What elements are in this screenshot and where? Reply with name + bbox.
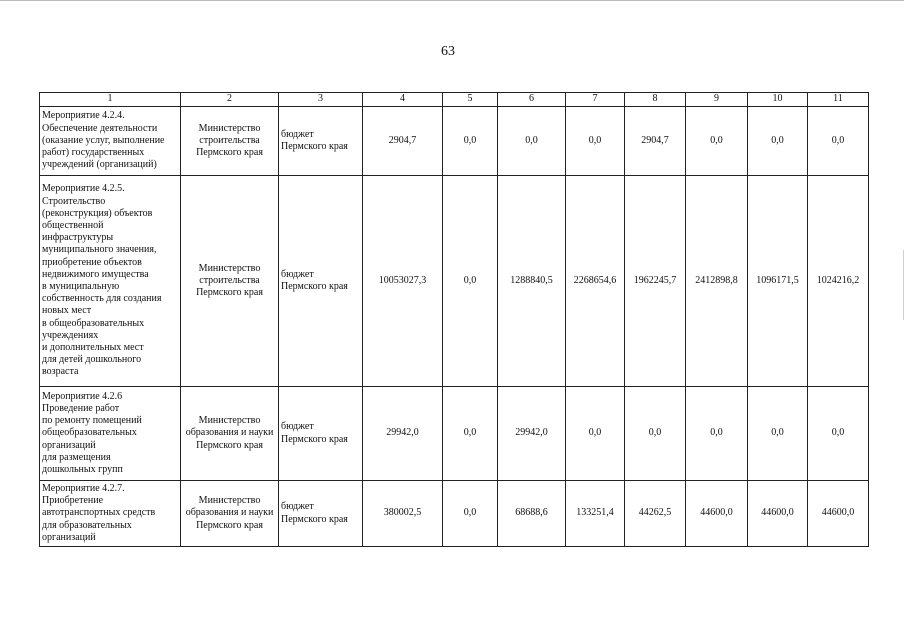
funding-source-cell: бюджет Пермского края	[279, 387, 363, 481]
measure-name-line: организаций	[42, 439, 96, 451]
value-cell: 1096171,5	[748, 176, 808, 387]
value-cell: 0,0	[443, 107, 498, 176]
value-cell: 2268654,6	[566, 176, 625, 387]
measure-name-line: приобретение объектов	[42, 256, 142, 268]
measure-name-line: новых мест	[42, 305, 92, 317]
column-number: 6	[498, 93, 566, 107]
column-number: 8	[625, 93, 686, 107]
value-cell: 0,0	[443, 481, 498, 547]
executor-cell: Министерство строительства Пермского края	[181, 107, 279, 176]
measure-name-line: для детей дошкольного	[42, 354, 142, 366]
column-number: 1	[40, 93, 181, 107]
value-cell: 380002,5	[363, 481, 443, 547]
measure-name-line: возраста	[42, 366, 79, 378]
funding-source-cell: бюджет Пермского края	[279, 107, 363, 176]
value-cell: 133251,4	[566, 481, 625, 547]
measure-name-line: (оказание услуг, выполнение	[42, 134, 165, 146]
measure-name-line: в муниципальную	[42, 281, 120, 292]
column-number: 3	[279, 93, 363, 107]
scan-right-edge-mark	[903, 250, 904, 320]
value-cell: 68688,6	[498, 481, 566, 547]
measure-name-line: автотранспортных средств	[42, 507, 156, 519]
measure-name-line: по ремонту помещений	[42, 415, 142, 427]
value-cell: 44600,0	[748, 481, 808, 547]
table-row	[40, 481, 869, 547]
value-cell: 0,0	[748, 107, 808, 176]
executor-cell: Министерство образования и науки Пермского края	[181, 481, 279, 547]
measure-name-line: работ) государственных	[42, 147, 145, 159]
measure-name-line: для образовательных	[42, 519, 132, 531]
measure-name-line: Мероприятие 4.2.4.	[42, 110, 125, 122]
column-number: 4	[363, 93, 443, 107]
measure-name-line: общественной	[42, 219, 104, 231]
measure-name	[40, 176, 181, 387]
column-number: 11	[808, 93, 869, 107]
measure-name-line: и дополнительных мест	[42, 342, 144, 354]
column-number-row	[40, 93, 869, 107]
value-cell: 2412898,8	[686, 176, 748, 387]
measure-name-line: общеобразовательных	[42, 427, 137, 439]
value-cell: 44600,0	[808, 481, 869, 547]
value-cell: 0,0	[625, 387, 686, 481]
value-cell: 44600,0	[686, 481, 748, 547]
table-row	[40, 387, 869, 481]
scan-top-edge	[0, 0, 904, 1]
value-cell: 0,0	[443, 387, 498, 481]
budget-table	[39, 92, 869, 547]
column-number: 2	[181, 93, 279, 107]
value-cell: 0,0	[443, 176, 498, 387]
value-cell: 10053027,3	[363, 176, 443, 387]
page-number: 63	[441, 44, 455, 59]
column-number: 7	[566, 93, 625, 107]
value-cell: 29942,0	[363, 387, 443, 481]
measure-name-line: организаций	[42, 531, 96, 543]
table-row	[40, 107, 869, 176]
value-cell: 0,0	[686, 107, 748, 176]
measure-name	[40, 107, 181, 176]
value-cell: 29942,0	[498, 387, 566, 481]
measure-name-line: в общеобразовательных	[42, 317, 145, 329]
value-cell: 1024216,2	[808, 176, 869, 387]
table-row	[40, 176, 869, 387]
measure-name-line: муниципального значения,	[42, 244, 157, 256]
column-number: 10	[748, 93, 808, 107]
column-number: 9	[686, 93, 748, 107]
value-cell: 1962245,7	[625, 176, 686, 387]
executor-cell: Министерство образования и науки Пермского края	[181, 387, 279, 481]
value-cell: 0,0	[808, 107, 869, 176]
measure-name-line: для размещения	[42, 451, 111, 463]
value-cell: 44262,5	[625, 481, 686, 547]
measure-name-line: Мероприятие 4.2.5.	[42, 183, 125, 195]
value-cell: 0,0	[686, 387, 748, 481]
measure-name-line: Мероприятие 4.2.6	[42, 390, 123, 402]
measure-name-line: Строительство	[42, 195, 106, 207]
column-number: 5	[443, 93, 498, 107]
value-cell: 2904,7	[625, 107, 686, 176]
funding-source-cell: бюджет Пермского края	[279, 481, 363, 547]
value-cell: 0,0	[566, 107, 625, 176]
measure-name-line: учреждениях	[42, 329, 99, 341]
measure-name-line: дошкольных групп	[42, 464, 123, 475]
value-cell: 0,0	[748, 387, 808, 481]
measure-name-line: собственность для создания	[42, 293, 162, 305]
value-cell: 0,0	[566, 387, 625, 481]
measure-name-line: Приобретение	[42, 495, 104, 507]
value-cell: 0,0	[498, 107, 566, 176]
measure-name-line: Обеспечение деятельности	[42, 122, 158, 134]
measure-name-line: Мероприятие 4.2.7.	[42, 482, 125, 494]
funding-source-cell: бюджет Пермского края	[279, 176, 363, 387]
executor-cell: Министерство строительства Пермского края	[181, 176, 279, 387]
measure-name-line: недвижимого имущества	[42, 268, 149, 280]
value-cell: 0,0	[808, 387, 869, 481]
measure-name	[40, 481, 181, 547]
value-cell: 2904,7	[363, 107, 443, 176]
measure-name-line: учреждений (организаций)	[42, 159, 157, 171]
measure-name-line: (реконструкция) объектов	[42, 207, 153, 219]
measure-name	[40, 387, 181, 481]
value-cell: 1288840,5	[498, 176, 566, 387]
measure-name-line: Проведение работ	[42, 402, 120, 414]
measure-name-line: инфраструктуры	[42, 232, 114, 244]
